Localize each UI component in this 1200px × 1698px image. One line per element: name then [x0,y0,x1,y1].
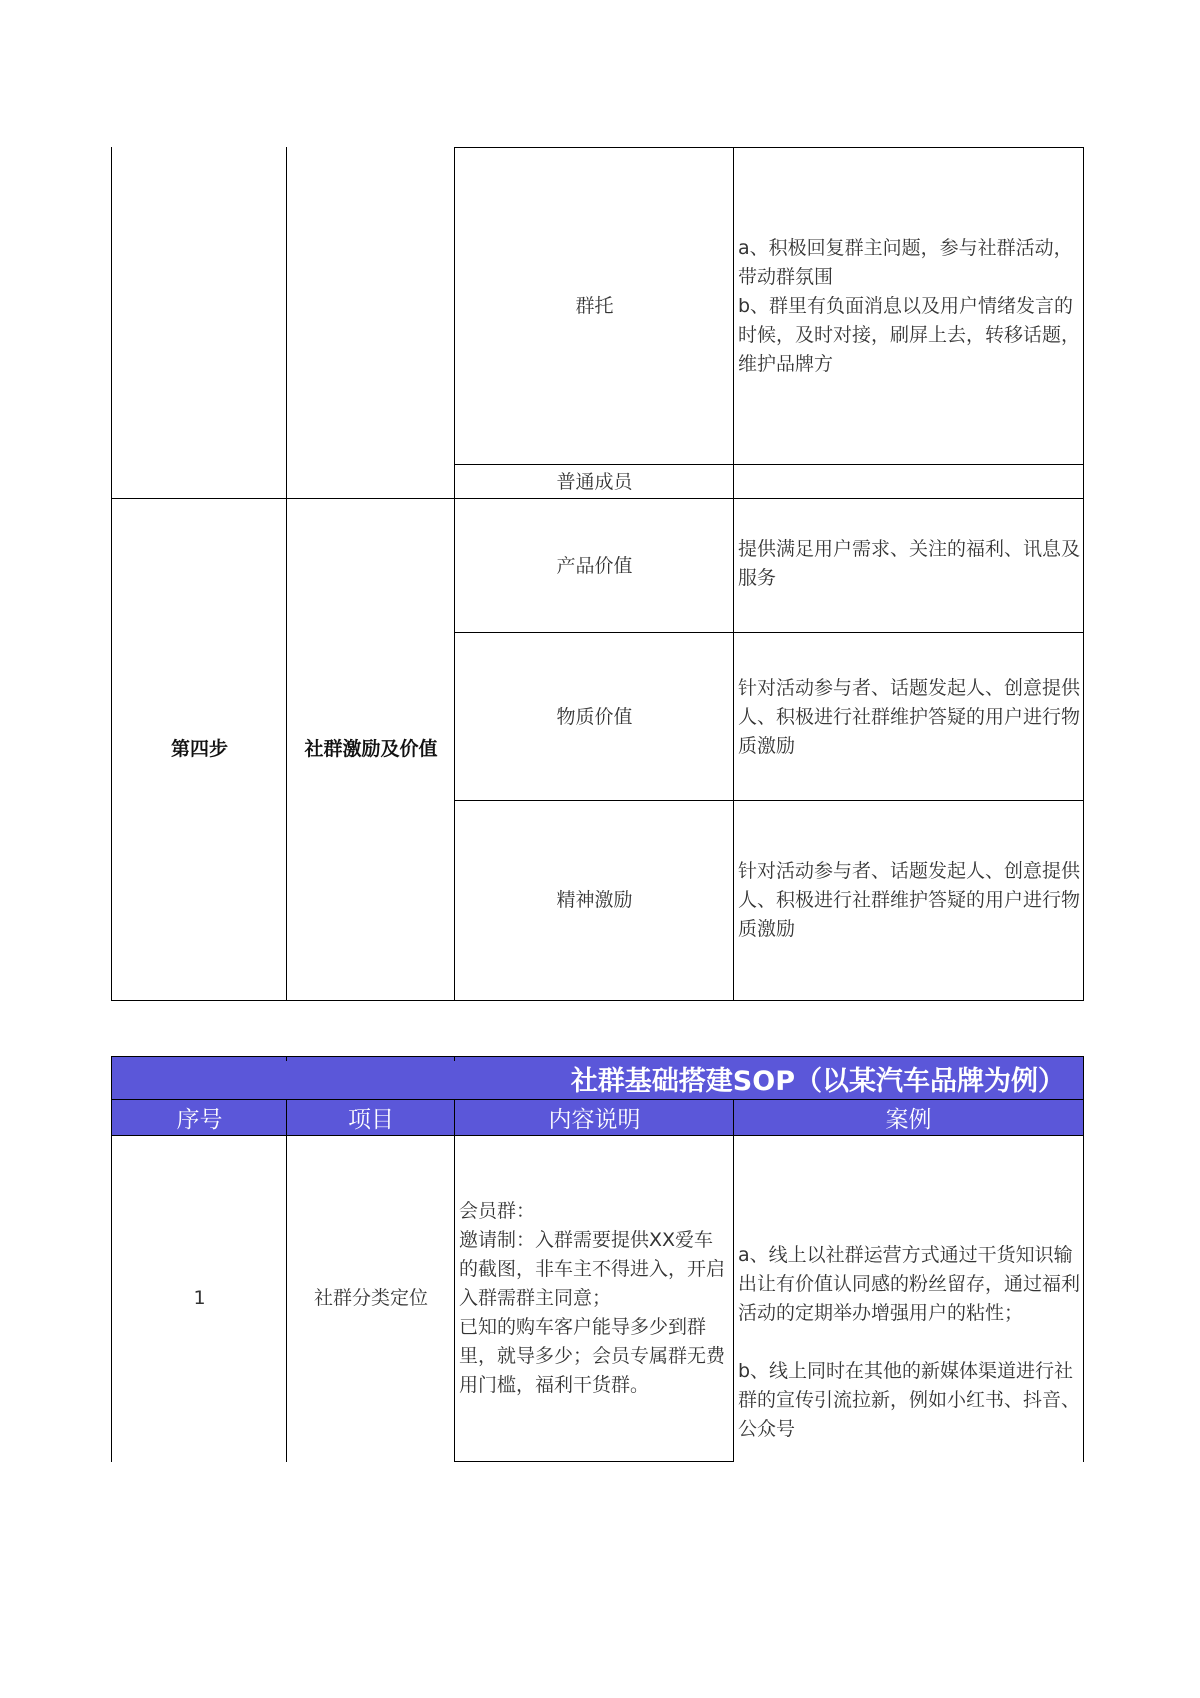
sop-row-description: 会员群： 邀请制：入群需要提供XX爱车的截图，非车主不得进入，开启入群需群主同意； 已知的购车客户能导多少到群里，就导多少；会员专属群无费用门槛，福利干货群。 [454,1135,734,1462]
role-cell-group-helper: 群托 [454,147,734,465]
content-cell-regular-member [733,464,1084,499]
role-cell-regular-member: 普通成员 [454,464,734,499]
content-cell-material-value: 针对活动参与者、话题发起人、创意提供人、积极进行社群维护答疑的用户进行物质激励 [733,632,1084,801]
item-cell-continued [286,147,455,499]
content-cell-spiritual-incentive: 针对活动参与者、话题发起人、创意提供人、积极进行社群维护答疑的用户进行物质激励 [733,800,1084,1001]
content-cell-product-value: 提供满足用户需求、关注的福利、讯息及服务 [733,498,1084,633]
item-cell-incentive-value: 社群激励及价值 [286,498,455,1001]
sop-row-index: 1 [111,1135,287,1462]
sop-row-case: a、线上以社群运营方式通过干货知识输出让有价值认同感的粉丝留存，通过福利活动的定期举办增强用户的粘性； b、线上同时在其他的新媒体渠道进行社群的宣传引流拉新，例如小红书、抖音、公众号 [733,1135,1084,1462]
role-cell-spiritual-incentive: 精神激励 [454,800,734,1001]
header-description: 内容说明 [454,1099,734,1136]
sop-table-title: 社群基础搭建SOP（以某汽车品牌为例） [111,1056,1084,1100]
header-index: 序号 [111,1099,287,1136]
sop-row-item: 社群分类定位 [286,1135,455,1462]
step-cell-step4: 第四步 [111,498,287,1001]
title-grid-tick [286,1056,287,1061]
header-item: 项目 [286,1099,455,1136]
title-grid-tick [454,1056,455,1061]
role-cell-material-value: 物质价值 [454,632,734,801]
header-case: 案例 [733,1099,1084,1136]
step-cell-continued [111,147,287,499]
role-cell-product-value: 产品价值 [454,498,734,633]
content-cell-group-helper: a、积极回复群主问题，参与社群活动，带动群氛围 b、群里有负面消息以及用户情绪发言的时候，及时对接，刷屏上去，转移话题，维护品牌方 [733,147,1084,465]
